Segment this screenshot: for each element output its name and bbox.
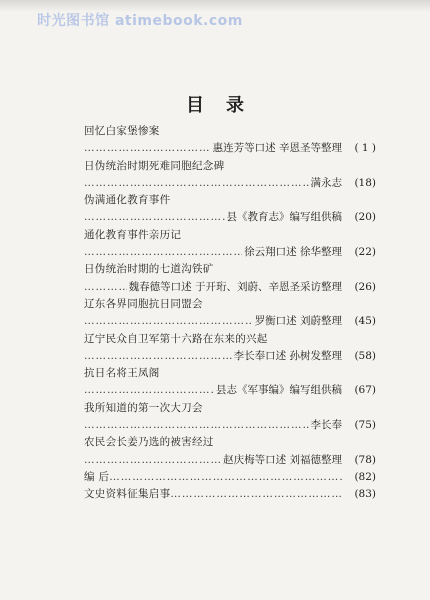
toc-entry-author: 罗衡口述 刘蔚整理: [254, 315, 342, 328]
toc-entry-page: (83): [354, 488, 376, 501]
toc-entry: [84, 227, 376, 262]
toc-entry-line: [84, 244, 376, 261]
toc-entry-page: (26): [354, 280, 376, 293]
toc-entry-title: 日伪统治时期的七道沟铁矿: [84, 263, 214, 276]
toc-entry-page: (67): [354, 384, 376, 397]
toc-entry: [84, 469, 376, 486]
toc-entry-line: [84, 279, 376, 296]
dot-leader: [109, 469, 342, 486]
toc-entry: [84, 123, 376, 158]
toc-entry: [84, 158, 376, 193]
toc-entry-author: 县《教育志》编写组供稿: [226, 211, 342, 224]
toc-entry-author: 惠连芳等口述 辛恩圣等整理: [212, 142, 342, 155]
toc-entry-author: 李长奉口述 孙树发整理: [233, 349, 342, 362]
dot-leader: [84, 209, 225, 226]
toc-entry-title: 辽宁民众自卫军第十六路在东来的兴起: [84, 332, 268, 345]
toc-entry-line: [84, 417, 376, 434]
toc-entry-author: 县志《军事编》编写组供稿: [216, 384, 342, 397]
toc-entry: [84, 365, 376, 400]
toc-entry: [84, 192, 376, 227]
toc-entry-author: 赵庆梅等口述 刘福德整理: [223, 453, 342, 466]
toc-entry-line: [84, 209, 376, 226]
toc-entry: [84, 486, 376, 503]
toc-entry-page: ( 1 ): [354, 142, 376, 155]
toc-entry-page: (20): [354, 211, 376, 224]
toc-entry-author: 魏春德等口述 于开珩、刘蔚、辛恩圣采访整理: [128, 280, 342, 293]
toc-entry-page: (22): [354, 246, 376, 259]
toc-entry-title: 辽东各界同胞抗日同盟会: [84, 297, 203, 310]
toc-entry-line: [84, 452, 376, 469]
toc-entry-author: 满永志: [310, 176, 342, 189]
toc-entry-title: 伪满通化教育事件: [84, 194, 171, 207]
toc-entry-title: 日伪统治时期死难同胞纪念碑: [84, 159, 225, 172]
toc-entry: [84, 331, 376, 366]
toc-entry-line: [84, 382, 376, 399]
toc-entry-line: [84, 140, 376, 157]
toc-entry-title: 回忆白家堡惨案: [84, 125, 160, 137]
toc-entry-page: (82): [354, 470, 376, 483]
toc-entry-page: (58): [354, 349, 376, 362]
toc-entry-line: [84, 313, 376, 330]
toc-entry-author: 徐云翔口述 徐华整理: [244, 246, 342, 259]
toc-entry-title: 我所知道的第一次大刀会: [84, 401, 203, 414]
toc-entry-author: 李长奉: [310, 419, 342, 432]
dot-leader: [84, 313, 253, 330]
dot-leader: [84, 175, 309, 192]
toc-entry-page: (75): [354, 419, 376, 432]
dot-leader: [84, 417, 309, 434]
toc-entry-page: (18): [354, 176, 376, 189]
toc-entry-title: 抗日名将王凤阁: [84, 367, 160, 380]
toc-entry: [84, 400, 376, 435]
dot-leader: [84, 140, 211, 157]
dot-leader: [84, 279, 127, 296]
dot-leader: [84, 452, 221, 469]
watermark: 时光图书馆 atimebook.com: [37, 13, 243, 29]
toc-entry-title: 文史资料征集启事: [84, 488, 171, 501]
toc-entry-title: 农民会长姜乃选的被害经过: [84, 436, 214, 449]
page-title: 目录: [186, 95, 266, 116]
table-of-contents: [84, 123, 376, 504]
toc-entry-title: 编 后: [84, 470, 110, 483]
toc-entry: [84, 296, 376, 331]
dot-leader: [170, 486, 342, 503]
toc-entry-page: (78): [354, 453, 376, 466]
dot-leader: [84, 348, 232, 365]
toc-entry-line: [84, 175, 376, 192]
toc-entry: [84, 434, 376, 469]
toc-entry-line: [84, 348, 376, 365]
dot-leader: [84, 382, 214, 399]
toc-entry-title: 通化教育事件亲历记: [84, 228, 182, 241]
dot-leader: [84, 244, 242, 261]
toc-entry: [84, 261, 376, 296]
toc-entry-page: (45): [354, 315, 376, 328]
